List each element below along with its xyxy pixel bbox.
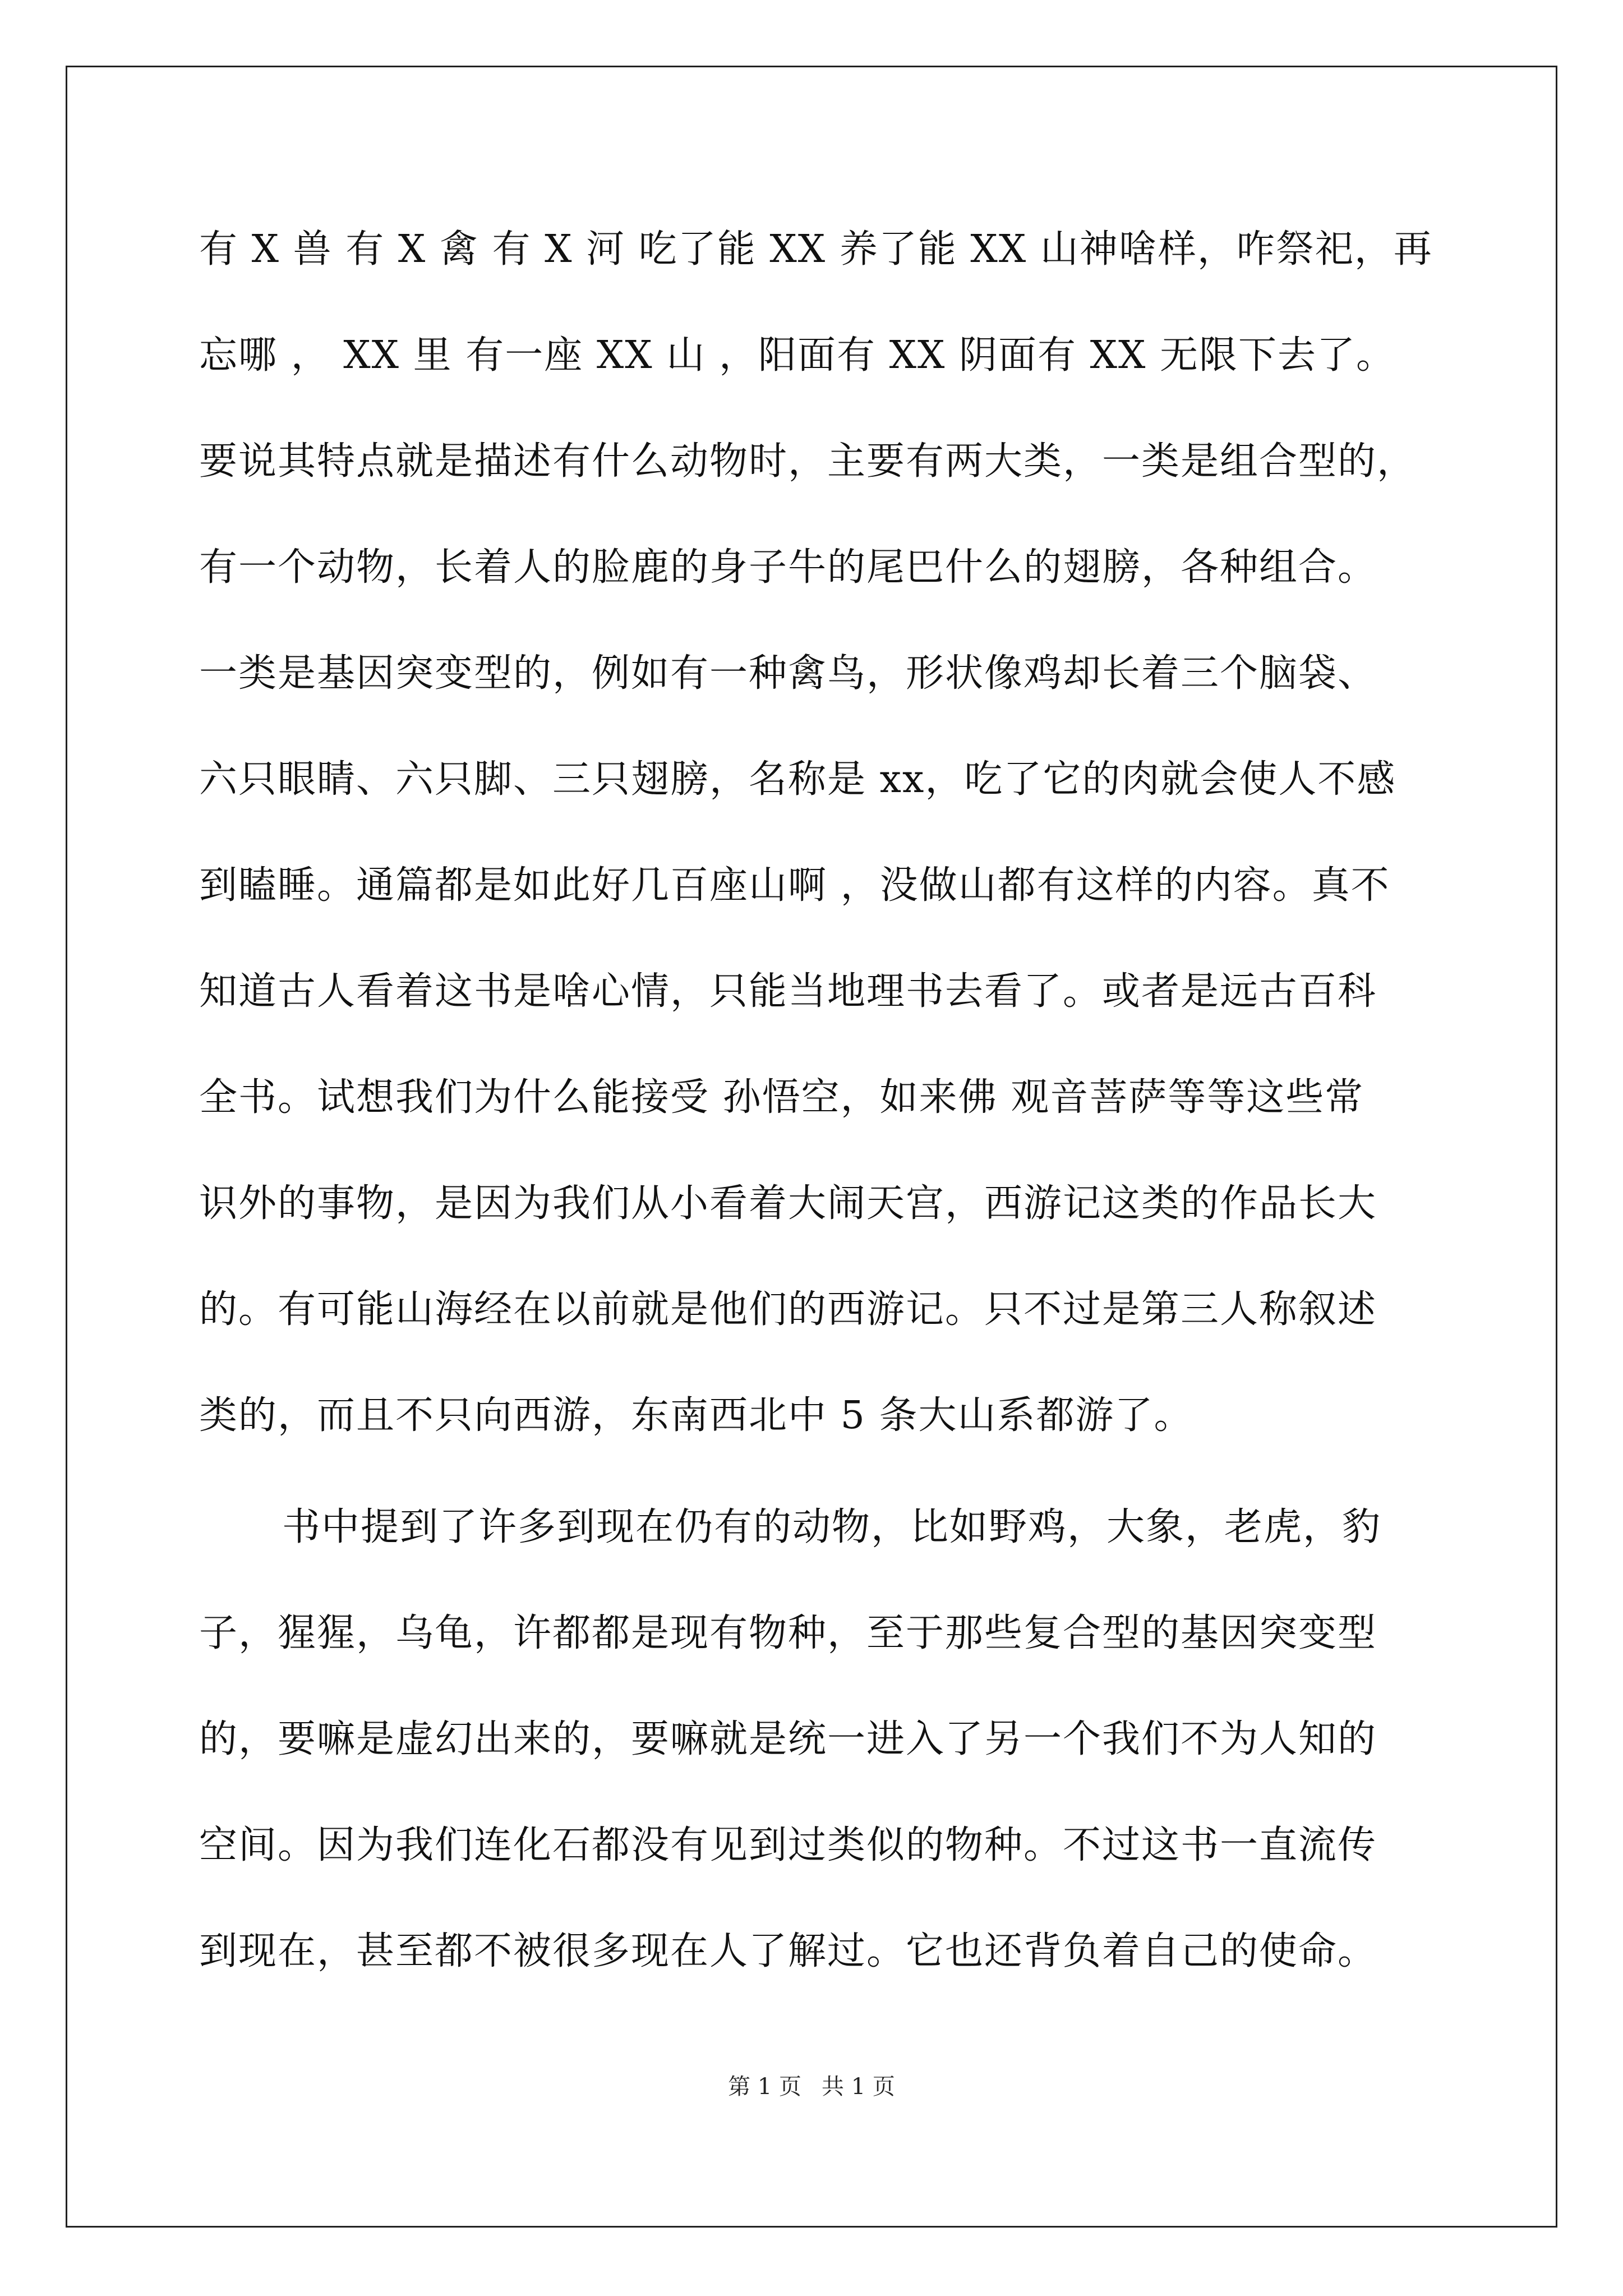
page-number: 第 1 页 xyxy=(728,2074,801,2100)
text-line: 到现在，甚至都不被很多现在人了解过。它也还背负着自己的使命。 xyxy=(199,1929,1377,1973)
text-line: 类的，而且不只向西游，东南西北中 5 条大山系都游了。 xyxy=(199,1393,1193,1438)
text-line: 有一个动物，长着人的脸鹿的身子牛的尾巴什么的翅膀，各种组合。 xyxy=(199,545,1377,590)
text-line: 到瞌睡。通篇都是如此好几百座山啊 ，没做山都有这样的内容。真不 xyxy=(199,863,1390,908)
text-line: 知道古人看着这书是啥心情，只能当地理书去看了。或者是远古百科 xyxy=(199,969,1377,1014)
text-line: 忘哪 ， XX 里 有一座 XX 山 ，阳面有 XX 阴面有 XX 无限下去了。 xyxy=(199,333,1396,378)
text-line: 的，要嘛是虚幻出来的，要嘛就是统一进入了另一个我们不为人知的 xyxy=(199,1717,1377,1761)
text-line: 的。有可能山海经在以前就是他们的西游记。只不过是第三人称叙述 xyxy=(199,1287,1377,1332)
text-line: 要说其特点就是描述有什么动物时，主要有两大类，一类是组合型的， xyxy=(199,439,1417,484)
text-line: 一类是基因突变型的，例如有一种禽鸟，形状像鸡却长着三个脑袋、 xyxy=(199,651,1377,696)
text-line: 识外的事物，是因为我们从小看着大闹天宫，西游记这类的作品长大 xyxy=(199,1181,1377,1226)
text-line: 六只眼睛、六只脚、三只翅膀，名称是 xx，吃了它的肉就会使人不感 xyxy=(199,757,1396,802)
text-line: 子，猩猩，乌龟，许都都是现有物种，至于那些复合型的基因突变型 xyxy=(199,1611,1377,1655)
text-line: 有 X 兽 有 X 禽 有 X 河 吃了能 XX 养了能 XX 山神啥样，咋祭祀，再 xyxy=(199,227,1433,272)
page-footer xyxy=(0,2073,1623,2101)
text-line: 空间。因为我们连化石都没有见到过类似的物种。不过这书一直流传 xyxy=(199,1823,1377,1867)
page-total: 共 1 页 xyxy=(822,2074,895,2100)
text-line: 书中提到了许多到现在仍有的动物，比如野鸡，大象，老虎，豹 xyxy=(282,1505,1382,1549)
document-body xyxy=(199,222,1453,2030)
text-line: 全书。试想我们为什么能接受 孙悟空，如来佛 观音菩萨等等这些常 xyxy=(199,1075,1364,1120)
paragraph-gap xyxy=(199,1494,1453,1499)
